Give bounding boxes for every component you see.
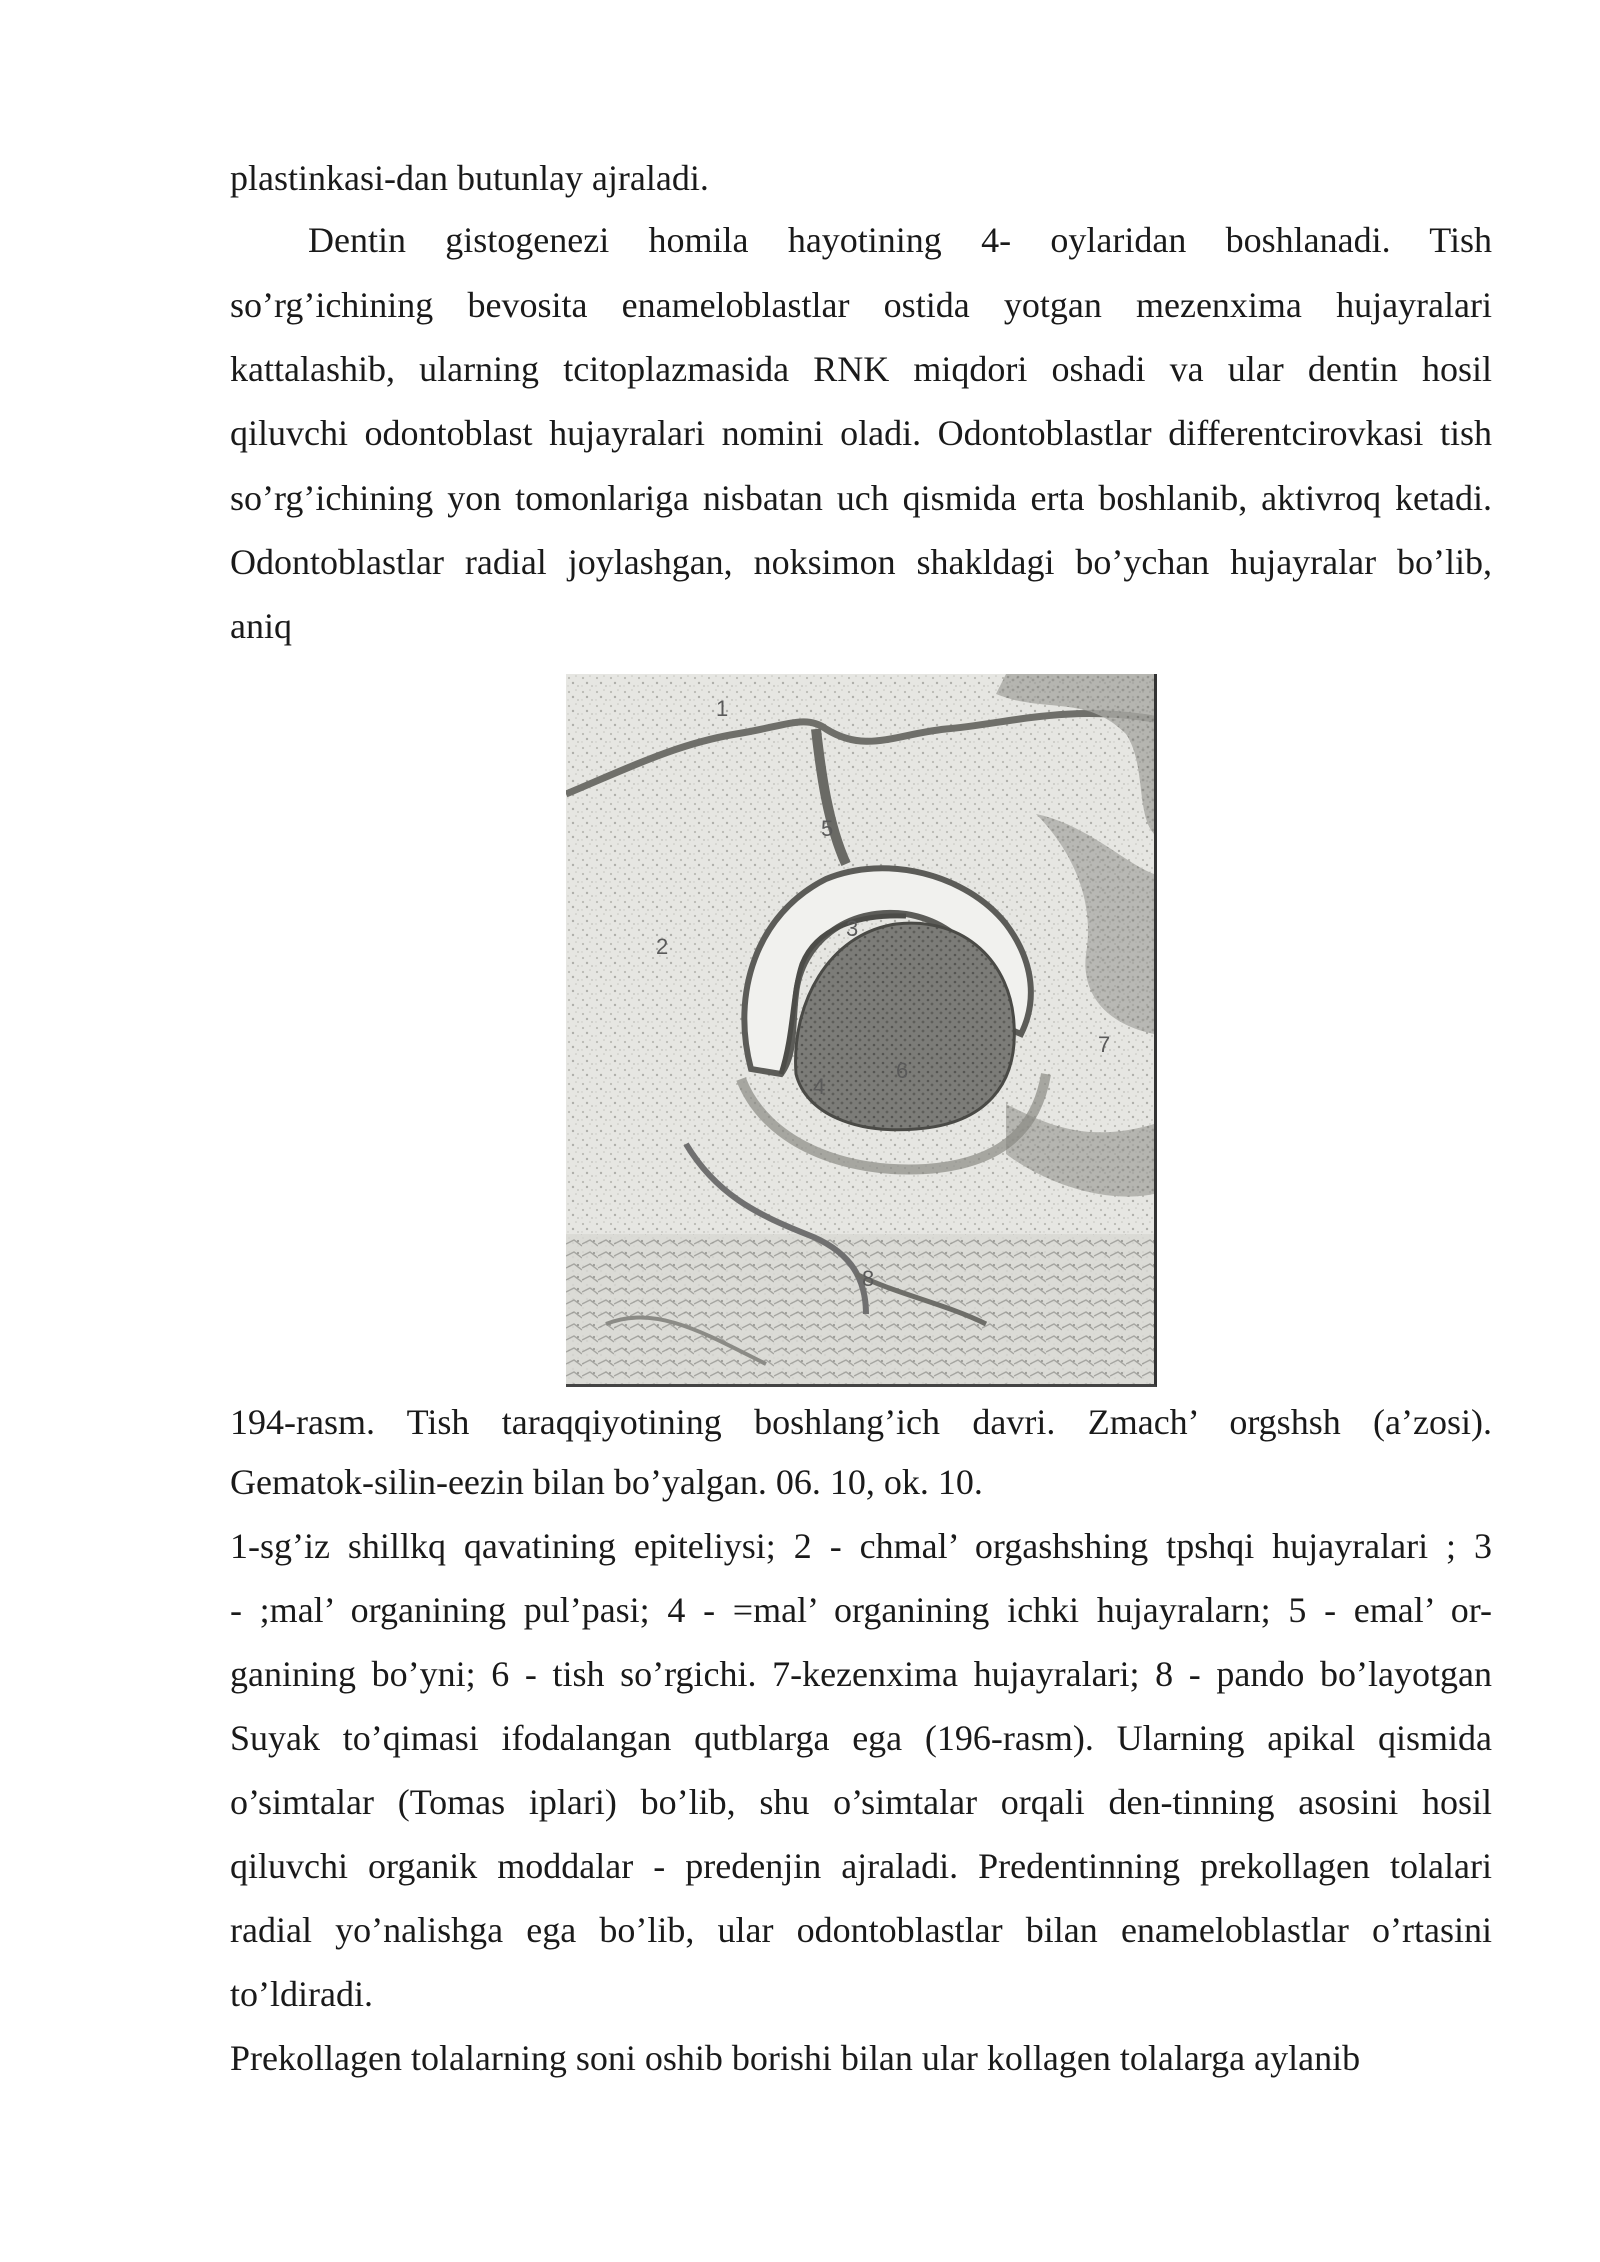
text-line: kattalashib, ularning tcitoplazmasida RNK miqdori oshadi va ular dentin hosil: [230, 349, 1492, 389]
text-line: so’rg’ichining yon tomonlariga nisbatan uch qismida erta boshlanib, aktivroq ketadi.: [230, 478, 1492, 518]
figure-legend-line: ganining bo’yni; 6 - tish so’rgichi. 7-kezenxima hujayralari; 8 - pando bo’layotgan: [230, 1654, 1492, 1694]
text-line: Prekollagen tolalarning soni oshib borishi bilan ular kollagen tolalarga aylanib: [230, 2038, 1361, 2078]
label-1: 1: [716, 696, 729, 721]
text-line: to’ldiradi.: [230, 1974, 373, 2014]
label-6: 6: [896, 1058, 909, 1083]
label-7: 7: [1098, 1032, 1111, 1057]
text-line: qiluvchi odontoblast hujayralari nomini oladi. Odontoblastlar differentcirovkasi tish: [230, 413, 1492, 453]
label-2: 2: [656, 934, 669, 959]
text-line: radial yo’nalishga ega bo’lib, ular odontoblastlar bilan enameloblastlar o’rtasini: [230, 1910, 1492, 1950]
text-line: Odontoblastlar radial joylashgan, noksimon shakldagi bo’ychan hujayralar bo’lib,: [230, 542, 1492, 582]
label-5: 5: [821, 816, 834, 841]
text-line: Suyak to’qimasi ifodalangan qutblarga ega (196-rasm). Ularning apikal qismida: [230, 1718, 1492, 1758]
text-line: plastinkasi-dan butunlay ajraladi.: [230, 158, 709, 198]
figure-caption-line: Gematok-silin-eezin bilan bo’yalgan. 06. 10, ok. 10.: [230, 1462, 983, 1502]
text-line: qiluvchi organik moddalar - predenjin ajraladi. Predentinning prekollagen tolalari: [230, 1846, 1492, 1886]
text-line: Dentin gistogenezi homila hayotining 4- oylaridan boshlanadi. Tish: [308, 220, 1492, 260]
micrograph-drawing: [566, 674, 1154, 1384]
figure-legend-line: - ;mal’ organining pul’pasi; 4 - =mal’ organining ichki hujayralarn; 5 - emal’ or-: [230, 1590, 1492, 1630]
text-line: aniq: [230, 606, 292, 646]
text-line: so’rg’ichining bevosita enameloblastlar ostida yotgan mezenxima hujayralari: [230, 285, 1492, 325]
histology-micrograph: [566, 674, 1157, 1387]
figure-legend-line: 1-sg’iz shillkq qavatining epiteliysi; 2 - chmal’ orgashshing tpshqi hujayralari ; 3: [230, 1526, 1492, 1566]
figure-caption-line: 194-rasm. Tish taraqqiyotining boshlang’ich davri. Zmach’ orgshsh (a’zosi).: [230, 1402, 1492, 1442]
label-4: 4: [813, 1074, 826, 1099]
text-line: o’simtalar (Tomas iplari) bo’lib, shu o’simtalar orqali den-tinning asosini hosil: [230, 1782, 1492, 1822]
label-8: 8: [862, 1266, 875, 1291]
label-3: 3: [846, 916, 859, 941]
